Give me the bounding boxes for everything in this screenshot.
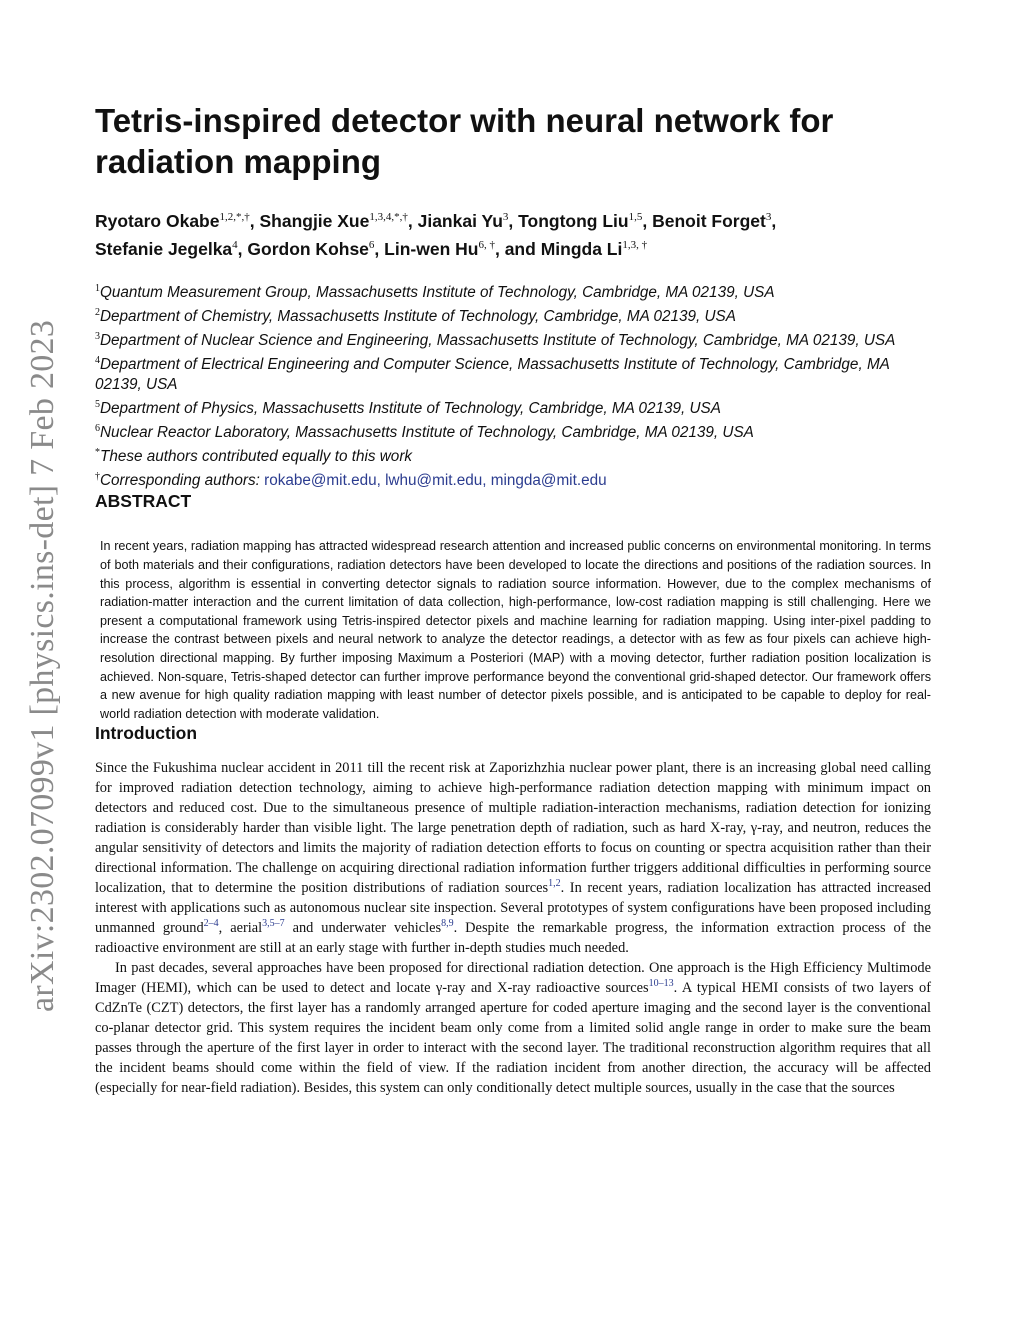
author-name: Mingda Li (540, 238, 623, 259)
affiliation-text: Department of Physics, Massachusetts Institute of Technology, Cambridge, MA 02139, USA (100, 400, 721, 418)
arxiv-identifier-stamp: arXiv:2302.07099v1 [physics.ins-det] 7 Feb 2023 (24, 319, 61, 1012)
affiliation-list (95, 279, 931, 492)
paragraph-text: and underwater vehicles (284, 920, 442, 937)
paragraph-text: In past decades, several approaches have been proposed for directional radiation detection. One approach is the High Efficiency Multimode Imager (HEMI), which can be used to detect and locate γ-ray and X-ray radioactive sources (95, 960, 931, 997)
author-affil-mark: 6 (368, 238, 375, 251)
affiliation-item (95, 395, 931, 419)
author-name: Stefanie Jegelka (95, 238, 233, 259)
citation-link[interactable]: 1,2 (548, 878, 561, 890)
author-name: Gordon Kohse (247, 238, 369, 259)
citation-link[interactable]: 3,5–7 (262, 918, 285, 930)
author-affil-mark: 6, † (478, 238, 495, 251)
citation-link[interactable]: 8,9 (441, 918, 454, 930)
corresponding-emails-link[interactable]: rokabe@mit.edu, lwhu@mit.edu, mingda@mit.edu (264, 472, 607, 490)
affiliation-mark: 1 (95, 282, 100, 294)
affiliation-text: Department of Nuclear Science and Engineering, Massachusetts Institute of Technology, Cambridge, MA 02139, USA (100, 331, 896, 349)
intro-paragraph-1 (95, 758, 931, 958)
introduction-heading: Introduction (95, 723, 198, 744)
intro-paragraph-2 (95, 958, 931, 1098)
citation-link[interactable]: 10–13 (648, 978, 674, 990)
affiliation-item (95, 327, 931, 351)
paragraph-text: . Despite the remarkable progress, the information extraction process of the radioactive environment are still at an early stage with further in-depth studies much needed. (95, 920, 931, 957)
affiliation-text: Department of Chemistry, Massachusetts Institute of Technology, Cambridge, MA 02139, USA (100, 307, 736, 325)
paragraph-text: . A typical HEMI consists of two layers of CdZnTe (CZT) detectors, the first layer has a randomly arranged aperture for coded aperture imaging and the second layer is the conventional co-planar detector grid. This system requires the incident beam only come from a limited solid angle range in order to make sure the beam passes through the aperture of the first layer in order to interact with the second layer. The traditional reconstruction algorithm requires that all the incident beams should come within the field of view. If the radiation incident from another direction, the accuracy will be affected (especially for near-field radiation). Besides, this system can only conditionally detect multiple sources, usually in the case that the sources (95, 980, 931, 1097)
corresponding-label: Corresponding authors: (100, 472, 260, 490)
author-name: Benoit Forget (652, 210, 766, 231)
author-affil-mark: 1,3,4,*,† (369, 211, 408, 223)
corresponding-authors (95, 467, 931, 491)
author-name: Jiankai Yu (417, 210, 503, 231)
author-list: Ryotaro Okabe$^{1,2,*,\dagger}$, Shangjie Xue$^{1,3,4,*,\dagger}$, Jiankai Yu$^3$, Tongtong Liu$^{1,5}$, Benoit Forget$^3$, Stefanie Jegelka$^4$, Gordon Kohse$^6$, Lin-wen $Hu^{6, \dagger}$, and Mingda $Li^{1,3, \dagger}$ (95, 210, 777, 259)
author-name: Lin-wen Hu (384, 238, 479, 259)
affiliation-item (95, 303, 931, 327)
author-affil-mark: 1,2,*,† (219, 211, 250, 223)
authors-and: and (504, 238, 536, 259)
affiliation-text: These authors contributed equally to this work (100, 448, 413, 466)
corresponding-mark: † (95, 471, 100, 483)
author-name: Ryotaro Okabe (95, 210, 220, 231)
paper-title: Tetris-inspired detector with neural network for radiation mapping (95, 102, 834, 180)
affiliation-mark: 3 (95, 330, 100, 342)
affiliation-item (95, 279, 931, 303)
abstract-heading: ABSTRACT (95, 491, 192, 512)
paragraph-text: , aerial (218, 920, 263, 937)
author-affil-mark: 4 (232, 238, 238, 251)
author-affil-mark: 3 (502, 211, 509, 223)
affiliation-mark: 5 (95, 399, 100, 411)
paragraph-text: Since the Fukushima nuclear accident in 2011 till the recent risk at Zaporizhzhia nuclear power plant, there is an increasing global need calling for improved radiation detection technology, aiming to achieve high-performance radiation detection mapping with minimum impact on detectors and reduced cost. Due to the simultaneous presence of multiple radiation-interaction mechanisms, radiation detection for ionizing radiation is considerably harder than visible light. The large penetration depth of radiation, such as hard X-ray, γ-ray, and neutron, reduces the angular sensitivity of detectors and limits the majority of radiation detection efforts to focus on counting or spectra acquisition rather than their directional information. The challenge on acquiring directional radiation information further triggers additional difficulties in performing source localization, that to determine the position distributions of radiation sources (95, 760, 931, 897)
paragraph-text: . In recent years, radiation localization has attracted increased interest with applications such as autonomous nuclear site inspection. Several prototypes of system configurations have been proposed including unmanned ground (95, 880, 931, 937)
affiliation-mark: 4 (95, 354, 100, 366)
affiliation-mark: 6 (95, 423, 100, 435)
affiliation-item (95, 351, 931, 395)
affiliation-text: Nuclear Reactor Laboratory, Massachusetts Institute of Technology, Cambridge, MA 02139, USA (100, 424, 754, 442)
introduction-body (95, 758, 931, 1098)
paper-page (95, 100, 931, 1098)
abstract-text: In recent years, radiation mapping has attracted widespread research attention and increased public concerns on environmental monitoring. In terms of both materials and their configurations, radiation detectors have been developed to locate the directions and positions of the radiation sources. In this process, algorithm is essential in converting detector signals to radiation source information. However, due to the complex mechanisms of radiation-matter interaction and the current limitation of data collection, high-performance, low-cost radiation mapping is still challenging. Here we present a computational framework using Tetris-inspired detector pixels and machine learning for radiation mapping. Using inter-pixel padding to increase the contrast between pixels and neural network to analyze the detector readings, a detector with as few as four pixels can achieve high-resolution directional mapping. By further imposing Maximum a Posteriori (MAP) with a moving detector, further radiation position localization is achieved. Non-square, Tetris-shaped detector can further improve performance beyond the conventional grid-shaped detector. Our framework offers a new avenue for high quality radiation mapping with least number of detector pixels possible, and is anticipated to be capable to deploy for real-world radiation detection with moderate validation. (100, 539, 931, 721)
citation-link[interactable]: 2–4 (203, 918, 219, 930)
author-name: Tongtong Liu (518, 210, 629, 231)
affiliation-item (95, 419, 931, 443)
affiliation-item (95, 443, 931, 467)
affiliation-mark: 2 (95, 306, 100, 318)
author-affil-mark: 1,5 (628, 211, 643, 223)
author-affil-mark: 1,3, † (622, 238, 648, 251)
author-affil-mark: 3 (765, 211, 772, 223)
affiliation-text: Quantum Measurement Group, Massachusetts Institute of Technology, Cambridge, MA 02139, USA (100, 283, 775, 301)
affiliation-mark: * (95, 447, 100, 459)
author-name: Shangjie Xue (259, 210, 370, 231)
affiliation-text: Department of Electrical Engineering and Computer Science, Massachusetts Institute of Technology, Cambridge, MA 02139, USA (95, 356, 890, 394)
